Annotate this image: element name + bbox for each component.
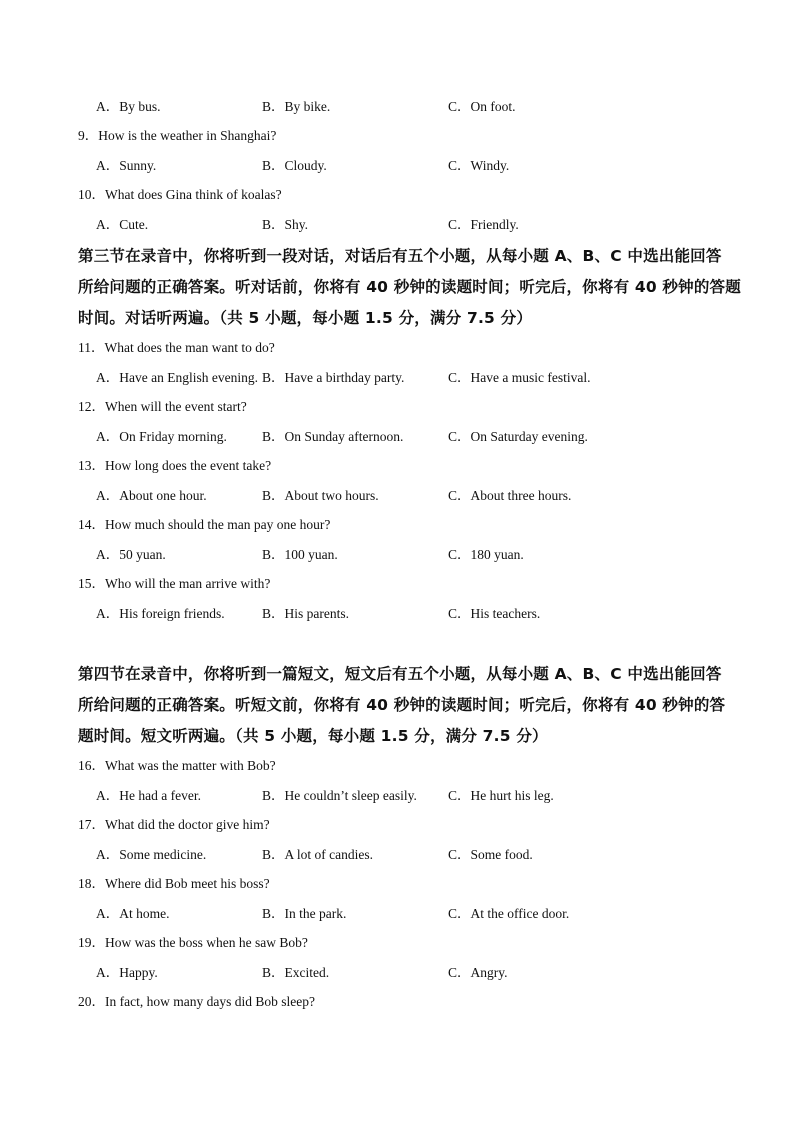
q19-option-c: C．Angry. <box>448 965 508 980</box>
q14-option-b: B．100 yuan. <box>262 547 338 562</box>
q10-option-c: C．Friendly. <box>448 217 519 232</box>
question-17: 17．What did the doctor give him? <box>78 817 270 832</box>
q15-option-a: A．His foreign friends. <box>96 606 225 621</box>
q14-option-a: A．50 yuan. <box>96 547 166 562</box>
question-12: 12．When will the event start? <box>78 399 247 414</box>
q19-option-a: A．Happy. <box>96 965 158 980</box>
question-16: 16．What was the matter with Bob? <box>78 758 276 773</box>
question-13: 13．How long does the event take? <box>78 458 272 473</box>
q11-option-c: C．Have a music festival. <box>448 370 591 385</box>
q11-option-a: A．Have an English evening. <box>96 370 258 385</box>
q10-option-b: B．Shy. <box>262 217 309 232</box>
section-3-instructions-line-1: 第三节在录音中，你将听到一段对话，对话后有五个小题，从每小题 A、B、C 中选出能回答 <box>78 247 722 265</box>
q12-option-b: B．On Sunday afternoon. <box>262 429 404 444</box>
q8-option-b: B．By bike. <box>262 99 331 114</box>
q17-option-b: B．A lot of candies. <box>262 847 373 862</box>
question-15: 15．Who will the man arrive with? <box>78 576 271 591</box>
q9-option-a: A．Sunny. <box>96 158 157 173</box>
q13-option-a: A．About one hour. <box>96 488 207 503</box>
q16-option-b: B．He couldn’t sleep easily. <box>262 788 417 803</box>
q17-option-a: A．Some medicine. <box>96 847 207 862</box>
q15-option-b: B．His parents. <box>262 606 349 621</box>
q15-option-c: C．His teachers. <box>448 606 541 621</box>
section-4-instructions-line-1: 第四节在录音中，你将听到一篇短文，短文后有五个小题，从每小题 A、B、C 中选出能回答 <box>78 665 722 683</box>
question-19: 19．How was the boss when he saw Bob? <box>78 935 308 950</box>
question-18: 18．Where did Bob meet his boss? <box>78 876 270 891</box>
question-14: 14．How much should the man pay one hour? <box>78 517 331 532</box>
section-3-instructions-line-2: 所给问题的正确答案。听对话前，你将有 40 秒钟的读题时间；听完后，你将有 40 秒钟的答题 <box>78 278 741 296</box>
q16-option-c: C．He hurt his leg. <box>448 788 554 803</box>
q19-option-b: B．Excited. <box>262 965 330 980</box>
q13-option-b: B．About two hours. <box>262 488 379 503</box>
q9-option-c: C．Windy. <box>448 158 510 173</box>
question-20: 20．In fact, how many days did Bob sleep? <box>78 994 315 1009</box>
q18-option-c: C．At the office door. <box>448 906 570 921</box>
section-3-instructions-line-3: 时间。对话听两遍。（共 5 小题，每小题 1.5 分，满分 7.5 分） <box>78 309 533 327</box>
q8-option-a: A．By bus. <box>96 99 161 114</box>
question-9: 9．How is the weather in Shanghai? <box>78 128 277 143</box>
q13-option-c: C．About three hours. <box>448 488 572 503</box>
q18-option-a: A．At home. <box>96 906 170 921</box>
q12-option-c: C．On Saturday evening. <box>448 429 588 444</box>
q11-option-b: B．Have a birthday party. <box>262 370 405 385</box>
q18-option-b: B．In the park. <box>262 906 347 921</box>
section-4-instructions-line-3: 题时间。短文听两遍。（共 5 小题，每小题 1.5 分，满分 7.5 分） <box>78 727 548 745</box>
section-4-instructions-line-2: 所给问题的正确答案。听短文前，你将有 40 秒钟的读题时间；听完后，你将有 40 秒钟的答 <box>78 696 726 714</box>
q8-option-c: C．On foot. <box>448 99 516 114</box>
q10-option-a: A．Cute. <box>96 217 149 232</box>
question-10: 10．What does Gina think of koalas? <box>78 187 282 202</box>
q9-option-b: B．Cloudy. <box>262 158 327 173</box>
question-11: 11．What does the man want to do? <box>78 340 275 355</box>
q16-option-a: A．He had a fever. <box>96 788 201 803</box>
q12-option-a: A．On Friday morning. <box>96 429 227 444</box>
q17-option-c: C．Some food. <box>448 847 533 862</box>
q14-option-c: C．180 yuan. <box>448 547 524 562</box>
